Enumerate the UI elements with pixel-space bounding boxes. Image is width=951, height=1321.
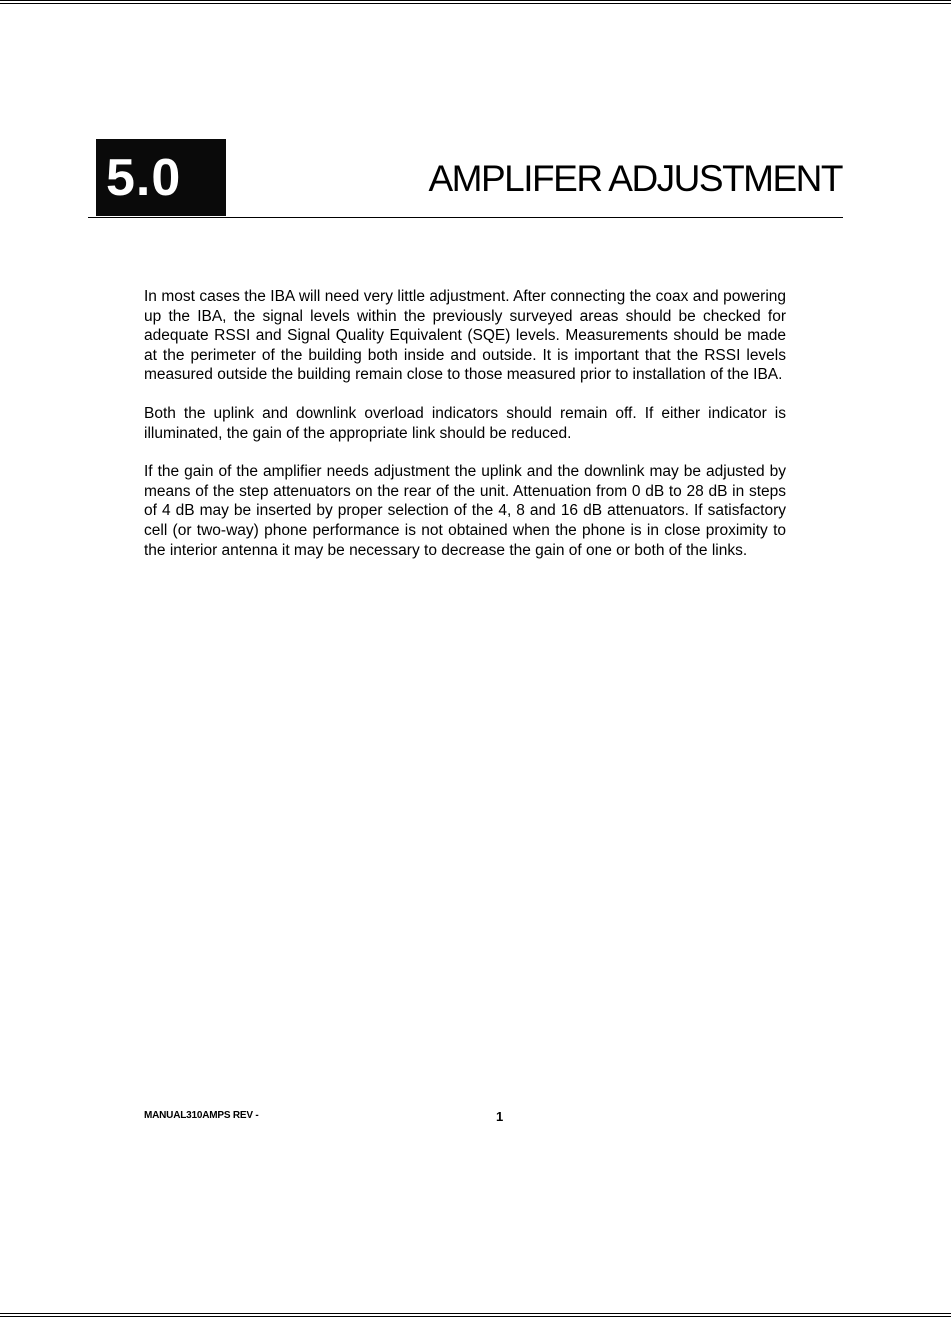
chapter-title: AMPLIFER ADJUSTMENT (428, 158, 842, 199)
title-underline (88, 217, 843, 218)
footer-document-id: MANUAL310AMPS REV - (144, 1110, 259, 1121)
page-number: 1 (496, 1109, 504, 1124)
section-number: 5.0 (106, 149, 182, 207)
bottom-edge-rule (0, 1313, 951, 1317)
top-edge-rule (0, 0, 951, 4)
paragraph-gain-adjustment: If the gain of the amplifier needs adjustment the uplink and the downlink may be adjusted by means of the step attenuators on the rear of the unit. Attenuation from 0 dB to 28 dB in steps of 4 dB may be inserted by proper selection of the 4, 8 and 16 dB attenuators. If satisfactory cell (or two-way) phone performance is not obtained when the phone is in close proximity to the interior antenna it may be necessary to decrease the gain of one or both of the links. (144, 463, 786, 559)
body-text (144, 287, 786, 579)
paragraph-overload: Both the uplink and downlink overload indicators should remain off. If either indicator is illuminated, the gain of the appropriate link should be reduced. (144, 404, 786, 442)
paragraph-intro: In most cases the IBA will need very little adjustment. After connecting the coax and powering up the IBA, the signal levels within the previously surveyed areas should be checked for adequate RSSI and Signal Quality Equivalent (SQE) levels. Measurements should be made at the perimeter of the building both inside and outside. It is important that the RSSI levels measured outside the building remain close to those measured prior to installation of the IBA. (144, 288, 786, 384)
